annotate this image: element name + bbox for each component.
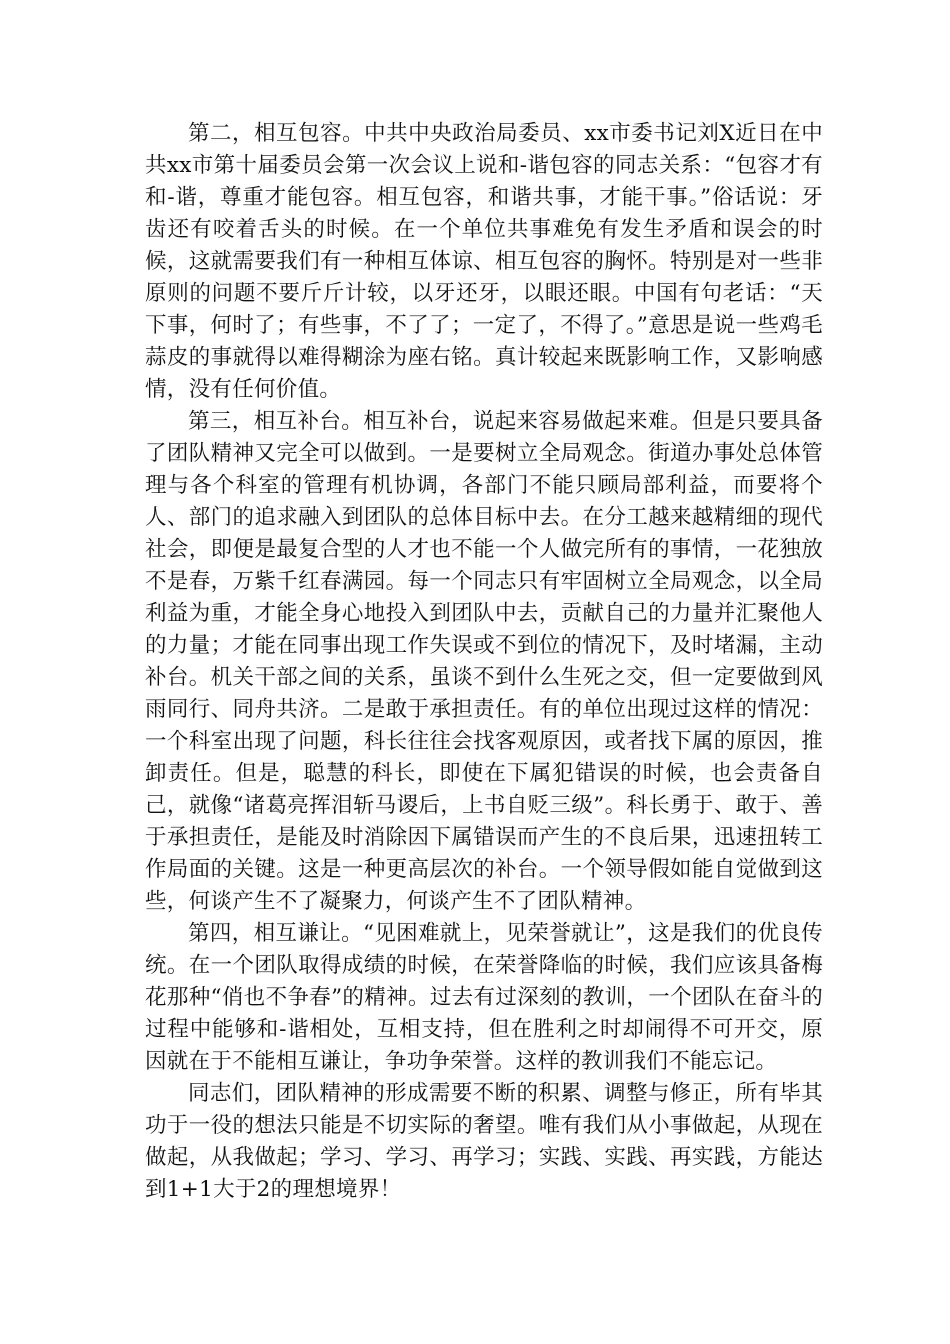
paragraph-mutual-modesty: 第四，相互谦让。“见困难就上，见荣誉就让”，这是我们的优良传统。在一个团队取得成绩的时候，在荣誉降临的时候，我们应该具备梅花那种“俏也不争春”的精神。过去有过深刻的教训，一个团队在奋斗的过程中能够和-谐相处，互相支持，但在胜利之时却闹得不可开交，原因就在于不能相互谦让，争功争荣誉。这样的教训我们不能忘记。 xyxy=(145,921,823,1074)
paragraph-mutual-tolerance: 第二，相互包容。中共中央政治局委员、xx市委书记刘X近日在中共xx市第十届委员会第一次会议上说和-谐包容的同志关系：“包容才有和-谐，尊重才能包容。相互包容，和谐共事，才能干事。”俗话说：牙齿还有咬着舌头的时候。在一个单位共事难免有发生矛盾和误会的时候，这就需要我们有一种相互体谅、相互包容的胸怀。特别是对一些非原则的问题不要斤斤计较，以牙还牙，以眼还眼。中国有句老话：“天下事，何时了；有些事，不了了；一定了，不得了。”意思是说一些鸡毛蒜皮的事就得以难得糊涂为座右铭。真计较起来既影响工作，又影响感情，没有任何价值。 xyxy=(145,121,823,402)
document-body xyxy=(145,118,823,1206)
paragraph-conclusion: 同志们，团队精神的形成需要不断的积累、调整与修正，所有毕其功于一役的想法只能是不切实际的奢望。唯有我们从小事做起，从现在做起，从我做起；学习、学习、再学习；实践、实践、再实践，方能达到1+1大于2的理想境界！ xyxy=(145,1081,823,1202)
paragraph-mutual-support: 第三，相互补台。相互补台，说起来容易做起来难。但是只要具备了团队精神又完全可以做到。一是要树立全局观念。街道办事处总体管理与各个科室的管理有机协调，各部门不能只顾局部利益，而要将个人、部门的追求融入到团队的总体目标中去。在分工越来越精细的现代社会，即便是最复合型的人才也不能一个人做完所有的事情，一花独放不是春，万紫千红春满园。每一个同志只有牢固树立全局观念，以全局利益为重，才能全身心地投入到团队中去，贡献自己的力量并汇聚他人的力量；才能在同事出现工作失误或不到位的情况下，及时堵漏，主动补台。机关干部之间的关系，虽谈不到什么生死之交，但一定要做到风雨同行、同舟共济。二是敢于承担责任。有的单位出现过这样的情况：一个科室出现了问题，科长往往会找客观原因，或者找下属的原因，推卸责任。但是，聪慧的科长，即使在下属犯错误的时候，也会责备自己，就像“诸葛亮挥泪斩马谡后，上书自贬三级”。科长勇于、敢于、善于承担责任，是能及时消除因下属错误而产生的不良后果，迅速扭转工作局面的关键。这是一种更高层次的补台。一个领导假如能自觉做到这些，何谈产生不了凝聚力，何谈产生不了团队精神。 xyxy=(145,409,823,914)
